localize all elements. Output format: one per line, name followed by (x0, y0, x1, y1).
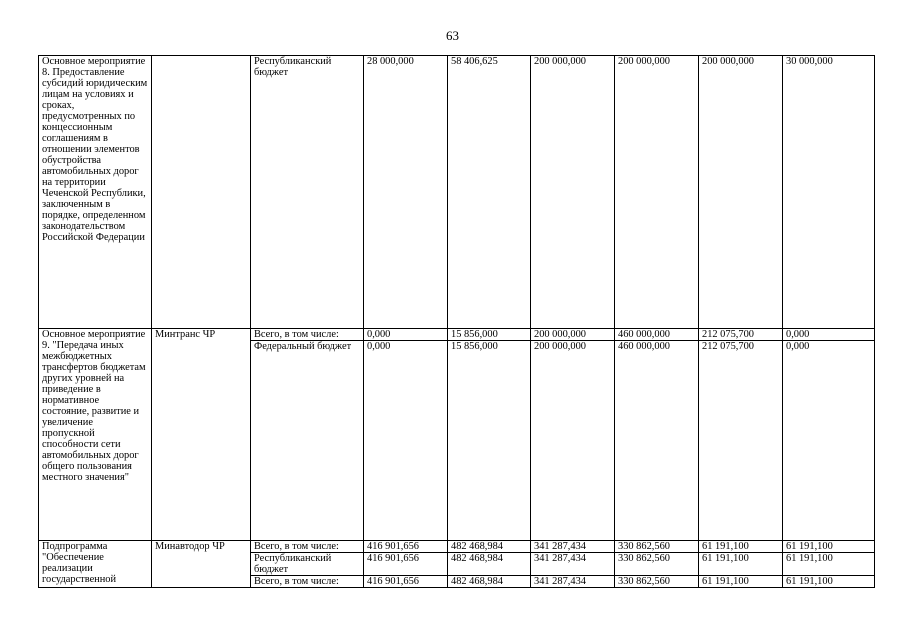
amount-cell: 341 287,434 (531, 576, 615, 588)
amount-cell: 0,000 (783, 329, 875, 341)
table-row (39, 329, 875, 341)
amount-cell: 15 856,000 (448, 341, 531, 541)
amount-cell: 0,000 (364, 329, 448, 341)
funding-source-cell: Федеральный бюджет (251, 341, 364, 541)
amount-cell: 212 075,700 (699, 341, 783, 541)
executor-cell: Минтранс ЧР (152, 329, 251, 541)
amount-cell: 61 191,100 (699, 553, 783, 576)
amount-cell: 200 000,000 (615, 56, 699, 329)
amount-cell: 330 862,560 (615, 553, 699, 576)
amount-cell: 200 000,000 (531, 56, 615, 329)
activity-name-cell: Подпрограмма "Обеспечение реализации государственной (39, 541, 152, 588)
amount-cell: 61 191,100 (699, 576, 783, 588)
amount-cell: 330 862,560 (615, 576, 699, 588)
amount-cell: 482 468,984 (448, 541, 531, 553)
amount-cell: 61 191,100 (783, 576, 875, 588)
amount-cell: 200 000,000 (531, 341, 615, 541)
amount-cell: 15 856,000 (448, 329, 531, 341)
amount-cell: 341 287,434 (531, 553, 615, 576)
amount-cell: 61 191,100 (783, 553, 875, 576)
amount-cell: 30 000,000 (783, 56, 875, 329)
funding-source-cell: Республиканский бюджет (251, 553, 364, 576)
amount-cell: 61 191,100 (699, 541, 783, 553)
table-row (39, 56, 875, 329)
amount-cell: 28 000,000 (364, 56, 448, 329)
amount-cell: 482 468,984 (448, 576, 531, 588)
amount-cell: 61 191,100 (783, 541, 875, 553)
amount-cell: 460 000,000 (615, 341, 699, 541)
amount-cell: 200 000,000 (531, 329, 615, 341)
funding-source-cell: Всего, в том числе: (251, 329, 364, 341)
activity-name-cell: Основное мероприятие 9. "Передача иных межбюджетных трансфертов бюджетам других уровней на приведение в нормативное состояние, развитие и увеличение пропускной способности сети автомобильных дорог общего пользования местного значения" (39, 329, 152, 541)
amount-cell: 0,000 (783, 341, 875, 541)
executor-cell (152, 56, 251, 329)
amount-cell: 416 901,656 (364, 576, 448, 588)
amount-cell: 416 901,656 (364, 541, 448, 553)
amount-cell: 200 000,000 (699, 56, 783, 329)
funding-source-cell: Всего, в том числе: (251, 541, 364, 553)
page-number: 63 (446, 28, 459, 43)
amount-cell: 212 075,700 (699, 329, 783, 341)
funding-source-cell: Всего, в том числе: (251, 576, 364, 588)
activity-name-cell: Основное мероприятие 8. Предоставление субсидий юридическим лицам на условиях и сроках, предусмотренных по концессионным соглашениям в отношении элементов обустройства автомобильных дорог на территории Чеченской Республики, заключенным в порядке, определенном законодательством Российской Федерации (39, 56, 152, 329)
funding-source-cell: Республиканский бюджет (251, 56, 364, 329)
amount-cell: 416 901,656 (364, 553, 448, 576)
budget-table (38, 55, 875, 588)
amount-cell: 460 000,000 (615, 329, 699, 341)
amount-cell: 482 468,984 (448, 553, 531, 576)
table-row (39, 541, 875, 553)
amount-cell: 330 862,560 (615, 541, 699, 553)
amount-cell: 58 406,625 (448, 56, 531, 329)
executor-cell: Минавтодор ЧР (152, 541, 251, 588)
amount-cell: 0,000 (364, 341, 448, 541)
amount-cell: 341 287,434 (531, 541, 615, 553)
